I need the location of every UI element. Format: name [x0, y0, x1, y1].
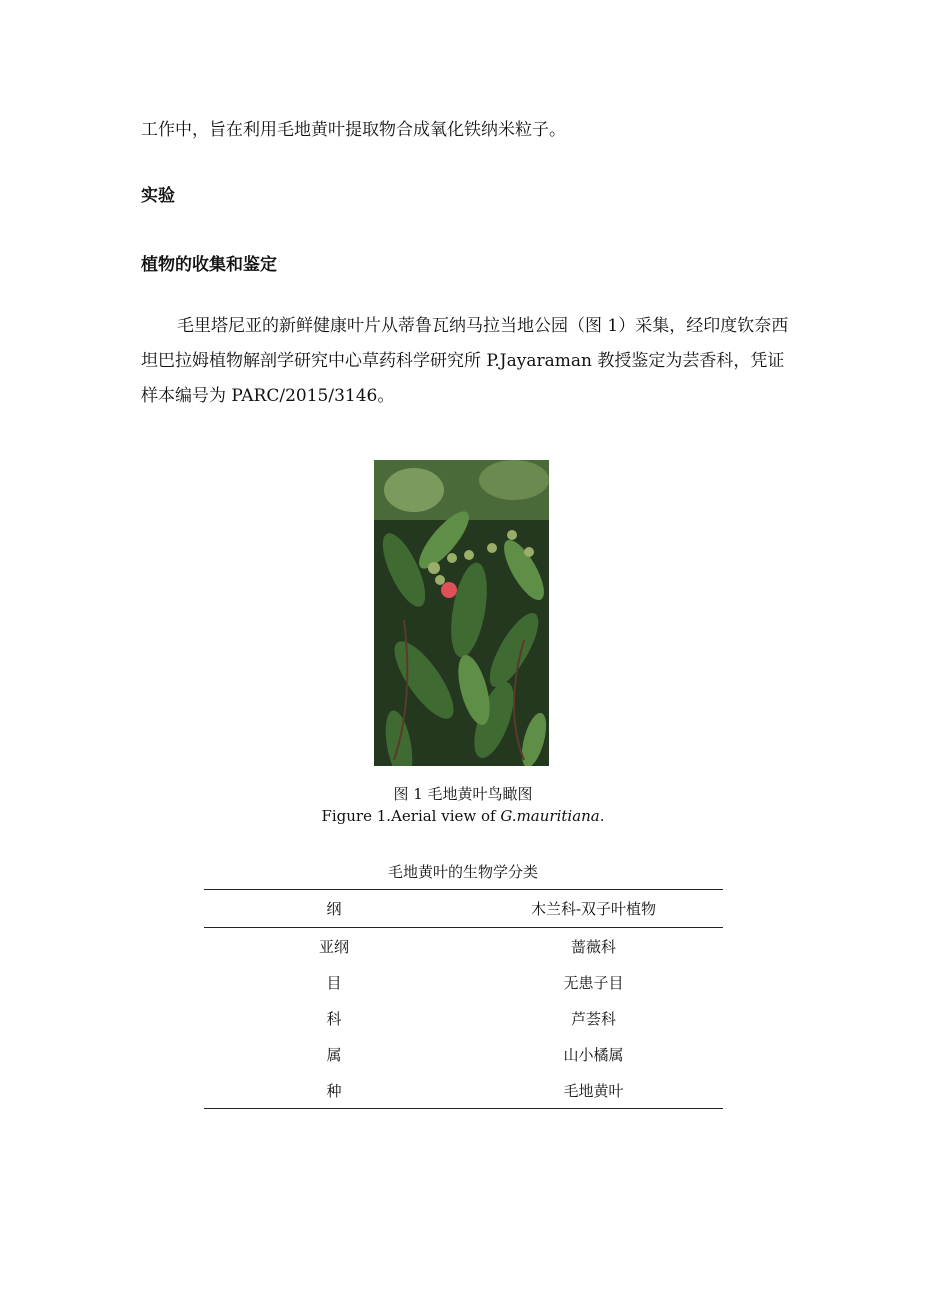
- table-row: [204, 1036, 723, 1072]
- table-cell-value: 毛地黄叶: [464, 1072, 723, 1109]
- table-cell-rank: 亚纲: [318, 937, 349, 956]
- figure-caption-cn: 图 1 毛地黄叶鸟瞰图: [393, 785, 533, 803]
- taxonomy-table: [204, 889, 723, 1109]
- plant-photo: [374, 460, 549, 766]
- table-cell-value: 芦荟科: [570, 1009, 616, 1028]
- table-row: [204, 928, 723, 965]
- table-title: 毛地黄叶的生物学分类: [387, 863, 538, 881]
- table-header-cell: 纲: [204, 890, 464, 928]
- section-heading-experiment: 实验: [141, 186, 175, 206]
- table-cell-value: 蔷薇科: [570, 937, 616, 956]
- intro-line: 工作中，旨在利用毛地黄叶提取物合成氧化铁纳米粒子。: [141, 120, 566, 140]
- table-cell-rank: 属: [326, 1045, 342, 1064]
- table-header-row: [204, 890, 723, 928]
- table-row: [204, 1000, 723, 1036]
- plant-photo-illustration: [374, 460, 549, 766]
- table-row: [204, 1072, 723, 1109]
- table-cell-rank: 种: [204, 1072, 464, 1109]
- figure-caption-en: [0, 807, 926, 825]
- table-cell-value: 无患子目: [563, 973, 624, 992]
- figure-caption-en-prefix: Figure 1.Aerial view of: [321, 807, 501, 825]
- collection-paragraph: 毛里塔尼亚的新鲜健康叶片从蒂鲁瓦纳马拉当地公园（图 1）采集，经印度钦奈西坦巴拉姆植物解剖学研究中心草药科学研究所 P.Jayaraman 教授鉴定为芸香科，凭证样本编号为 PARC/2015/3146。: [141, 316, 789, 406]
- subsection-heading-collection: 植物的收集和鉴定: [141, 255, 277, 275]
- table-cell-rank: 科: [326, 1009, 342, 1028]
- table-row: [204, 964, 723, 1000]
- table-cell-rank: 目: [326, 973, 342, 992]
- figure-caption-species: G.mauritiana.: [500, 807, 605, 825]
- table-header-cell: 木兰科-双子叶植物: [464, 890, 723, 928]
- table-cell-value: 山小橘属: [563, 1045, 624, 1064]
